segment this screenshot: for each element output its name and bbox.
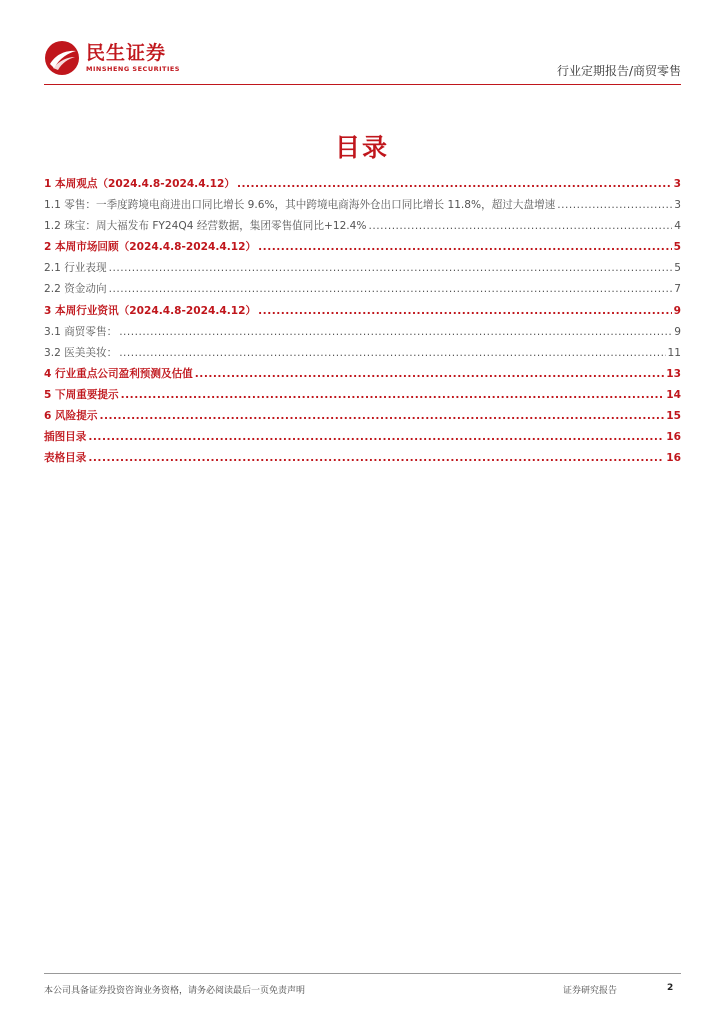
toc-entry[interactable] <box>44 279 681 300</box>
toc-entry-label: 3.2 医美美妆： <box>44 346 118 359</box>
toc-entry-page: 9 <box>673 304 681 317</box>
toc-leader-dots <box>119 343 665 364</box>
toc-entry-page: 7 <box>674 283 681 296</box>
toc-entry-page: 9 <box>674 325 681 338</box>
logo-english-name: MINSHENG SECURITIES <box>86 65 180 73</box>
toc-entry-page: 4 <box>674 220 681 233</box>
toc-leader-dots <box>109 258 673 279</box>
toc-leader-dots <box>88 427 664 448</box>
toc-entry[interactable] <box>44 195 681 216</box>
toc-entry-label: 3.1 商贸零售： <box>44 325 118 338</box>
toc-entry[interactable] <box>44 364 681 385</box>
footer-doc-type: 证券研究报告 <box>563 986 618 996</box>
toc-leader-dots <box>99 406 664 427</box>
toc-entry-page: 11 <box>667 346 681 359</box>
toc-entry[interactable] <box>44 174 681 195</box>
toc-entry-label: 6 风险提示 <box>44 410 98 423</box>
toc-entry-label: 插图目录 <box>44 431 87 444</box>
toc-entry-page: 5 <box>673 241 681 254</box>
toc-entry[interactable] <box>44 216 681 237</box>
toc-leader-dots <box>258 301 671 322</box>
minsheng-logo-icon <box>44 40 80 76</box>
company-logo <box>44 40 180 76</box>
toc-entry-label: 1.2 珠宝：周大福发布 FY24Q4 经营数据，集团零售值同比+12.4% <box>44 220 367 233</box>
footer-disclaimer: 本公司具备证券投资咨询业务资格，请务必阅读最后一页免责声明 <box>44 986 306 996</box>
toc-entry-label: 4 行业重点公司盈利预测及估值 <box>44 367 193 380</box>
toc-entry-label: 5 下周重要提示 <box>44 388 119 401</box>
toc-entry-page: 16 <box>666 452 681 465</box>
toc-leader-dots <box>368 216 672 237</box>
toc-entry-page: 13 <box>666 367 681 380</box>
toc-entry-label: 1.1 零售：一季度跨境电商进出口同比增长 9.6%，其中跨境电商海外仓出口同比增长 11.8%，超过大盘增速 <box>44 199 556 212</box>
toc-entry-label: 3 本周行业资讯（2024.4.8-2024.4.12） <box>44 304 257 317</box>
toc-entry[interactable] <box>44 237 681 258</box>
report-type: 行业定期报告/商贸零售 <box>556 64 681 78</box>
page-header <box>44 40 681 84</box>
toc-leader-dots <box>557 195 672 216</box>
toc-entry-page: 5 <box>674 262 681 275</box>
toc-entry-page: 14 <box>666 388 681 401</box>
toc-entry-page: 15 <box>666 410 681 423</box>
table-of-contents <box>44 174 681 469</box>
toc-entry-page: 3 <box>673 178 681 190</box>
toc-entry[interactable] <box>44 301 681 322</box>
logo-chinese-name: 民生证券 <box>86 42 167 64</box>
toc-entry-label: 1 本周观点（2024.4.8-2024.4.12） <box>44 178 235 190</box>
toc-entry[interactable] <box>44 385 681 406</box>
footer-page-number: 2 <box>667 983 674 993</box>
toc-leader-dots <box>121 385 665 406</box>
toc-leader-dots <box>258 237 671 258</box>
toc-leader-dots <box>195 364 664 385</box>
toc-entry[interactable] <box>44 427 681 448</box>
toc-entry-label: 2.1 行业表现 <box>44 262 107 275</box>
toc-entry[interactable] <box>44 448 681 469</box>
header-divider <box>44 84 681 85</box>
toc-leader-dots <box>119 322 672 343</box>
toc-leader-dots <box>237 174 672 195</box>
toc-entry-label: 表格目录 <box>44 452 87 465</box>
page-title: 目录 <box>334 133 389 162</box>
toc-entry-label: 2.2 资金动向 <box>44 283 107 296</box>
toc-entry-label: 2 本周市场回顾（2024.4.8-2024.4.12） <box>44 241 257 254</box>
toc-entry[interactable] <box>44 258 681 279</box>
toc-leader-dots <box>109 279 673 300</box>
toc-entry-page: 16 <box>666 431 681 444</box>
toc-entry[interactable] <box>44 406 681 427</box>
toc-entry[interactable] <box>44 343 681 364</box>
toc-entry-page: 3 <box>674 199 681 212</box>
toc-leader-dots <box>88 448 664 469</box>
footer-divider <box>44 973 681 974</box>
toc-entry[interactable] <box>44 322 681 343</box>
